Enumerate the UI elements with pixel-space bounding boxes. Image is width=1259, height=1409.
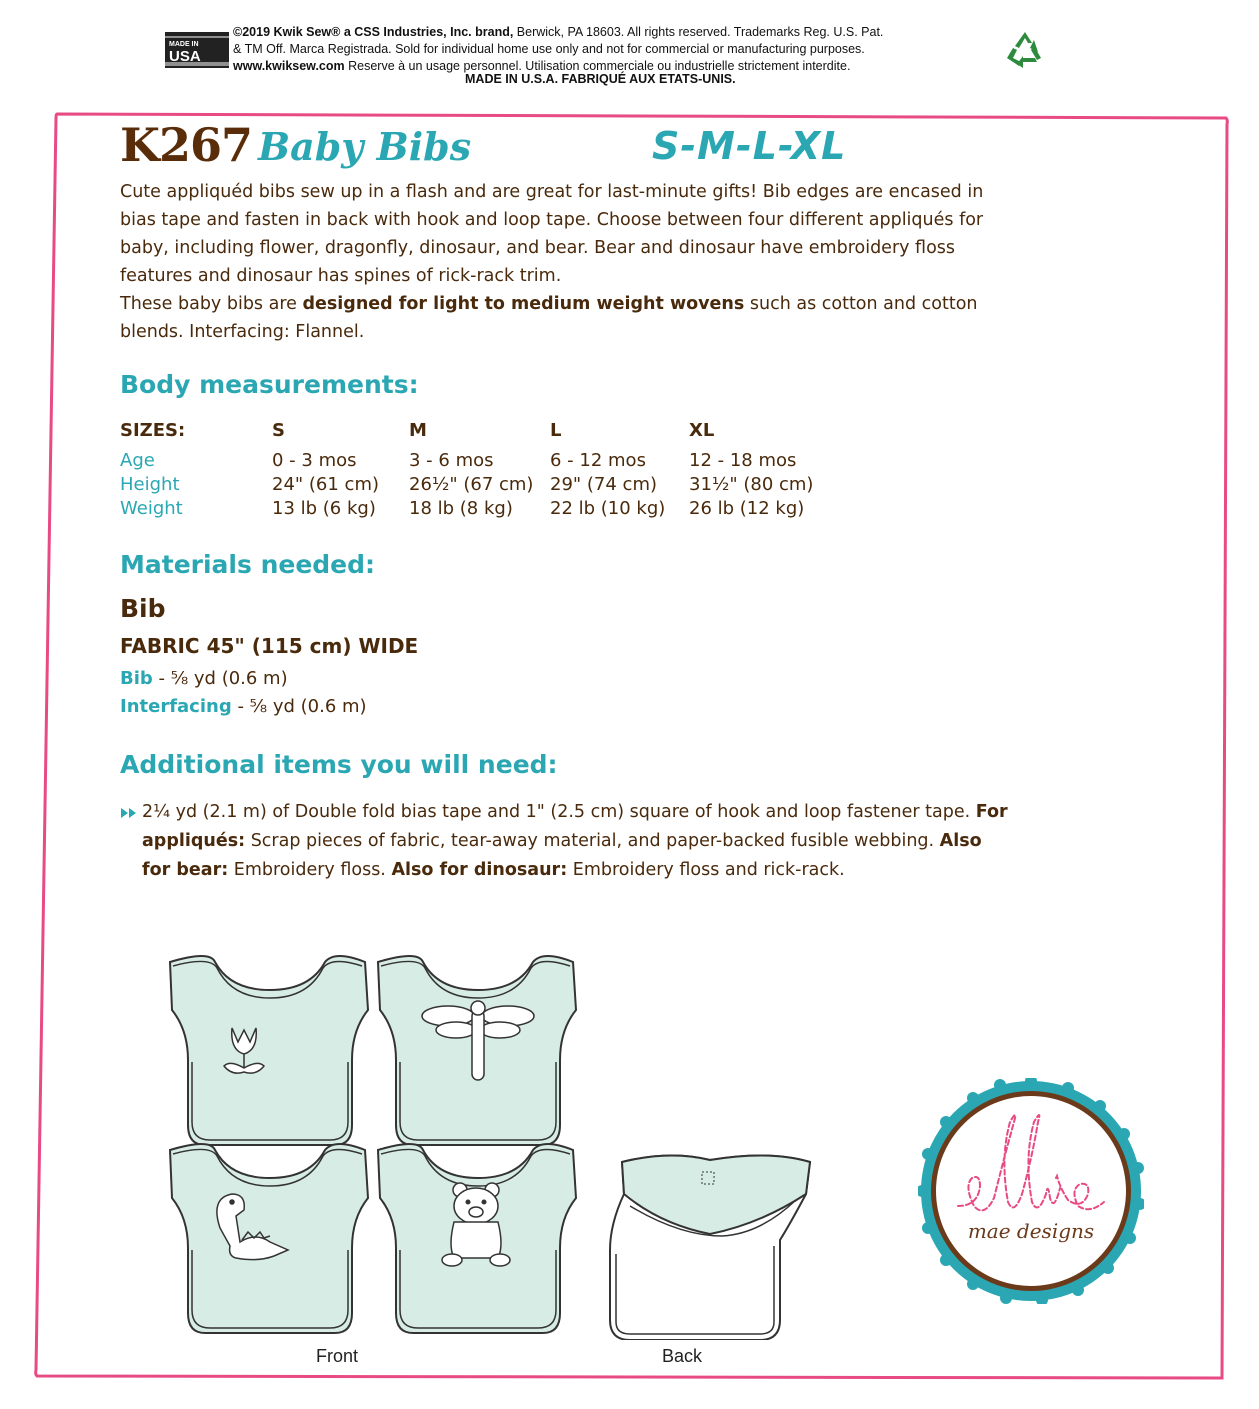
table-cell: 26 lb (12 kg) [689, 498, 805, 519]
logo-subtitle: mae designs [967, 1219, 1095, 1243]
additional-items-heading: Additional items you will need: [120, 750, 558, 779]
table-header: S [272, 420, 285, 441]
svg-text:MADE IN: MADE IN [169, 41, 199, 48]
description-p1: Cute appliquéd bibs sew up in a flash and are great for last-minute gifts! Bib edges are encased in bias tape and fasten in back with hook and loop tape. Choose between four different appliqués for baby, including flower, dragonfly, dinosaur, and bear. Bear and dinosaur have embroidery floss features and dinosaur has spines of rick-rack trim. [120, 182, 984, 286]
material-line-bib: Bib - ⅝ yd (0.6 m) [120, 668, 288, 689]
table-cell: 0 - 3 mos [272, 450, 357, 471]
front-caption: Front [316, 1346, 359, 1366]
table-header: XL [689, 420, 715, 441]
table-cell: 12 - 18 mos [689, 450, 797, 471]
legal-line1: Berwick, PA 18603. All rights reserved. Trademarks Reg. U.S. Pat. [513, 25, 884, 39]
made-in-usa-text: MADE IN U.S.A. FABRIQUÉ AUX ETATS-UNIS. [465, 72, 736, 86]
description-p2: These baby bibs are designed for light to medium weight wovens such as cotton and cotton blends. Interfacing: Flannel. [120, 294, 978, 342]
table-row [120, 450, 840, 474]
svg-text:USA: USA [169, 48, 201, 65]
measurements-table [120, 420, 840, 522]
bib-illustrations [140, 950, 820, 1340]
bib-back-view [610, 1155, 810, 1340]
table-cell: 18 lb (8 kg) [409, 498, 513, 519]
table-cell: 26½" (67 cm) [409, 474, 534, 495]
bib-flower [170, 956, 368, 1145]
table-header: SIZES: [120, 420, 186, 441]
additional-items-list [120, 798, 1010, 885]
table-header-row [120, 420, 840, 450]
legal-brand: ©2019 Kwik Sew® a CSS Industries, Inc. brand, [233, 25, 514, 39]
table-cell: 22 lb (10 kg) [550, 498, 666, 519]
made-in-usa-badge [165, 32, 229, 68]
table-row [120, 498, 840, 522]
body-measurements-heading: Body measurements: [120, 370, 419, 399]
description [120, 178, 1010, 346]
fabric-width: FABRIC 45" (115 cm) WIDE [120, 634, 419, 658]
table-header: M [409, 420, 427, 441]
additional-items-text: 2¼ yd (2.1 m) of Double fold bias tape and 1" (2.5 cm) square of hook and loop fastener tape. For appliqués: Scrap pieces of fabric, tear-away material, and paper-backed fusible webbing. Also for bear: Embroidery floss. Also for dinosaur: Embroidery floss and rick-rack. [142, 802, 1008, 880]
row-label: Age [120, 450, 155, 471]
website-link[interactable]: www.kwiksew.com [233, 59, 345, 73]
table-cell: 6 - 12 mos [550, 450, 646, 471]
pattern-title: Baby Bibs [258, 124, 472, 169]
materials-heading: Materials needed: [120, 550, 376, 579]
material-line-interfacing: Interfacing - ⅝ yd (0.6 m) [120, 696, 367, 717]
pattern-sizes: S-M-L-XL [652, 124, 847, 168]
bullet-arrow-icon [120, 807, 138, 819]
legal-line2: & TM Off. Marca Registrada. Sold for individual home use only and not for commercial or manufacturing purposes. [233, 42, 865, 56]
table-row [120, 474, 840, 498]
legal-line3: Reserve à un usage personnel. Utilisation commerciale ou industrielle strictement interdite. [344, 59, 851, 73]
bib-bear [378, 1144, 576, 1333]
row-label: Weight [120, 498, 183, 519]
table-header: L [550, 420, 562, 441]
bib-dinosaur [170, 1144, 368, 1333]
pattern-code: K267 [120, 118, 253, 172]
legal-strip [165, 24, 1045, 94]
bib-dragonfly [378, 956, 576, 1145]
table-cell: 29" (74 cm) [550, 474, 658, 495]
recycle-icon [1003, 28, 1047, 72]
back-caption: Back [662, 1346, 703, 1366]
table-cell: 13 lb (6 kg) [272, 498, 376, 519]
table-cell: 24" (61 cm) [272, 474, 380, 495]
table-cell: 31½" (80 cm) [689, 474, 814, 495]
materials-subheading: Bib [120, 594, 166, 623]
row-label: Height [120, 474, 180, 495]
table-cell: 3 - 6 mos [409, 450, 494, 471]
ellie-mae-designs-logo [918, 1078, 1144, 1304]
